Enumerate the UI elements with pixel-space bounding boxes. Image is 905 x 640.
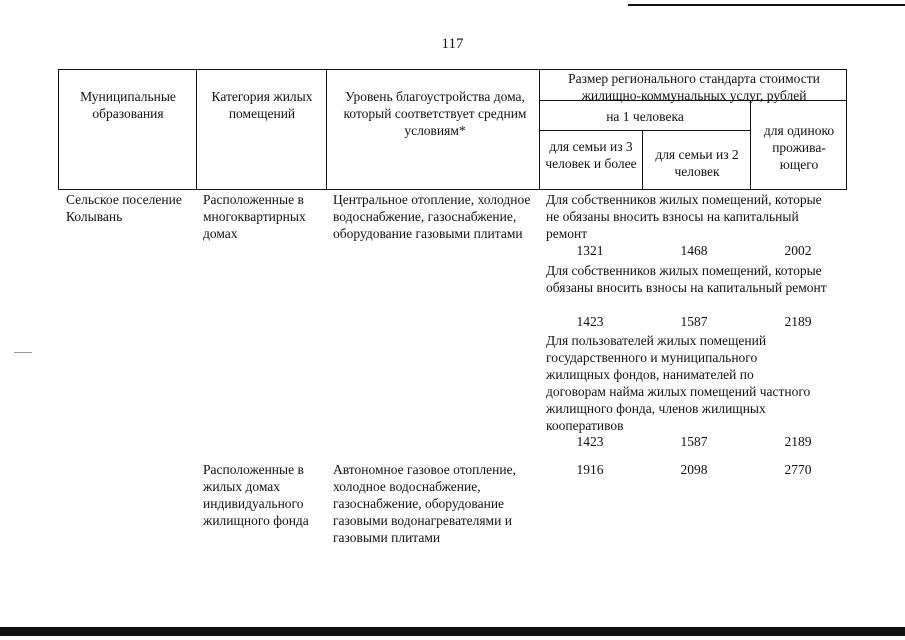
row2-value-family2: 2098 [680,462,708,477]
header-family-2: для семьи из 2 человек [655,147,739,179]
row1-group3-value-single: 2189 [784,434,812,449]
row1-group1-desc: Для собственников жилых помещений, которые не обязаны вносить взносы на капитальный ремонт [546,192,822,241]
bottom-band [0,627,905,636]
header-municipality: Муниципальные образования [80,89,176,121]
row1-group2-value-single: 2189 [784,314,812,329]
row1-municipality: Сельское поселение Колывань [66,192,182,224]
row2-category: Расположенные в жилых домах индивидуального жилищного фонда [203,462,309,528]
row2-value-family3: 1916 [576,462,604,477]
header-family-3: для семьи из 3 человек и более [545,139,637,171]
header-standard: Размер регионального стандарта стоимости жилищно-коммунальных услуг, рублей [568,71,820,103]
top-rule [628,4,905,6]
row2-value-single: 2770 [784,462,812,477]
row2-level: Автономное газовое отопление, холодное водоснабжение, газоснабжение, оборудование газовыми водонагревателями и газовыми плитами [333,462,516,545]
row1-group1-value-family2: 1468 [680,243,708,258]
row1-category: Расположенные в многоквартирных домах [203,192,306,241]
row1-group3-value-family2: 1587 [680,434,708,449]
header-single: для одиноко прожива-ющего [763,123,835,172]
page-number: 117 [441,36,464,52]
margin-mark [14,352,32,353]
row1-group2-desc: Для собственников жилых помещений, которые обязаны вносить взносы на капитальный ремонт [546,263,827,295]
row1-group2-value-family2: 1587 [680,314,708,329]
header-per-person: на 1 человека [606,109,684,124]
row1-group1-value-single: 2002 [784,243,812,258]
row1-group1-value-family3: 1321 [576,243,604,258]
row1-group3-value-family3: 1423 [576,434,604,449]
header-category: Категория жилых помещений [211,89,313,121]
row1-level: Центральное отопление, холодное водоснабжение, газоснабжение, оборудование газовыми плитами [333,192,531,241]
row1-group2-value-family3: 1423 [576,314,604,329]
header-level: Уровень благоустройства дома, который соответствует средним условиям* [343,89,527,138]
row1-group3-desc: Для пользователей жилых помещений государственного и муниципального жилищных фондов, нанимателей по договорам найма жилых помещений частного жилищного фонда, членов жилищных кооперативов [546,333,811,433]
